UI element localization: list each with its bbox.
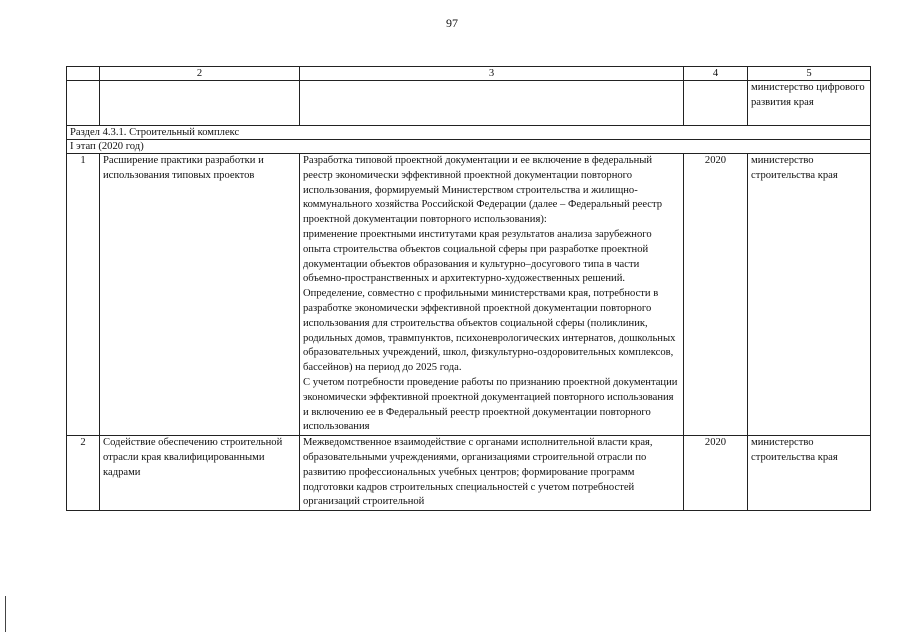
deadline-year: 2020 (684, 436, 748, 511)
table-row (67, 436, 871, 511)
section-row (67, 126, 871, 140)
description-paragraph: Разработка типовой проектной документации и ее включение в федеральный реестр экономически эффективной проектной документации повторного использования, формируемый Министерством строительства и жилищно-коммунального хозяйства Российской Федерации (далее – Федеральный реестр проектной документации повторного использования): (303, 155, 663, 226)
scan-margin-mark (5, 596, 6, 632)
header-cell-5: 5 (748, 67, 871, 81)
header-cell-2: 2 (100, 67, 300, 81)
description-paragraph: С учетом потребности проведение работы по признанию проектной документации экономически эффективной проектной документацией повторного использования и включению ее в Федеральный реестр проектной документации повторного использования (303, 376, 678, 433)
deadline-year: 2020 (684, 154, 748, 436)
section-title: Раздел 4.3.1. Строительный комплекс (67, 126, 871, 140)
stage-title: I этап (2020 год) (67, 140, 871, 154)
responsible-cell: министерство цифрового развития края (748, 81, 871, 126)
description-paragraph: Межведомственное взаимодействие с органами исполнительной власти края, образовательными учреждениями, организациями строительной отрасли по развитию профессиональных учебных центров; формирование программ подготовки кадров строительных специальностей с учетом потребностей организаций строительной (303, 437, 653, 508)
responsible-cell: министерство строительства края (748, 436, 871, 511)
description-paragraph: Определение, совместно с профильными министерствами края, потребности в разработке экономически эффективной проектной документации повторного использования для строительства объектов социальной сферы (поликлиник, родильных домов, травмпунктов, психоневрологических интернатов, дошкольных образовательных учреждений, школ, физкультурно-оздоровительных комплексов, бассейнов) на период до 2025 года. (303, 288, 676, 374)
responsible-cell: министерство строительства края (748, 154, 871, 436)
page-number: 97 (446, 16, 458, 30)
table-row (67, 154, 871, 436)
table-header-row (67, 67, 871, 81)
plan-table (66, 66, 871, 511)
row-number: 1 (67, 154, 100, 436)
header-cell-3: 3 (300, 67, 684, 81)
stage-row (67, 140, 871, 154)
continuation-row (67, 81, 871, 126)
header-cell-1 (67, 67, 100, 81)
measure-description (300, 436, 684, 511)
measure-description (300, 154, 684, 436)
measure-name: Содействие обеспечению строительной отрасли края квалифицированными кадрами (100, 436, 300, 511)
measure-name: Расширение практики разработки и использования типовых проектов (100, 154, 300, 436)
row-number: 2 (67, 436, 100, 511)
header-cell-4: 4 (684, 67, 748, 81)
description-paragraph: применение проектными институтами края результатов анализа зарубежного опыта строительства объектов социальной сферы при разработке проектной документации объектов образования и культурно–досугового типа в части объемно-пространственных и архитектурно-художественных решений. (303, 228, 652, 285)
